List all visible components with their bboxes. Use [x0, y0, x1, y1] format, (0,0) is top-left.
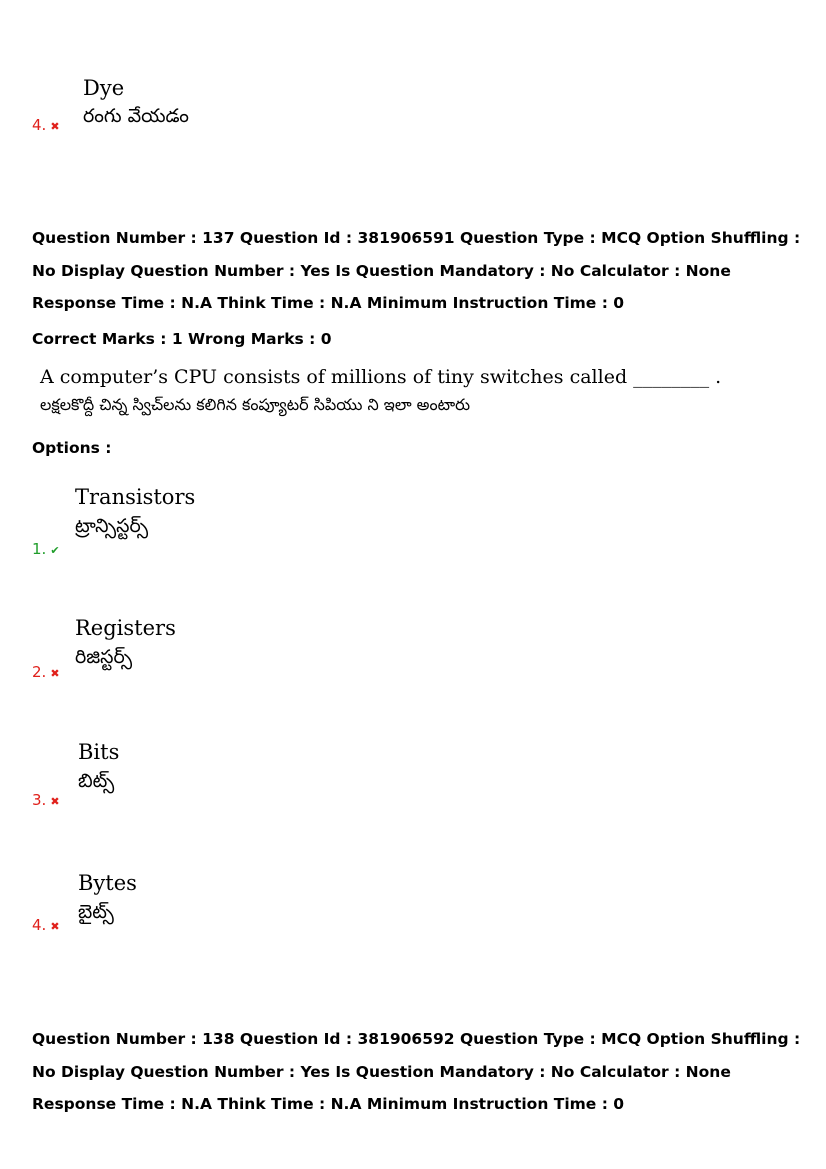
- question-137-text-en: A computer’s CPU consists of millions of tiny switches called ________ .: [40, 366, 722, 388]
- wrong-cross-icon: ✖: [50, 667, 60, 680]
- question-138-meta: Question Number : 138 Question Id : 381906592 Question Type : MCQ Option Shuffling : No Display Question Number : Yes Is Question Mandatory : No Calculator : None Response Time : N.A Think Time : N.A Minimum Instruction Time : 0: [32, 1030, 801, 1113]
- option-number-label: 4.: [32, 116, 47, 134]
- option-4-te: రంగు వేయడం: [83, 105, 189, 127]
- wrong-cross-icon: ✖: [50, 920, 60, 933]
- option-4-number: [32, 916, 60, 934]
- option-4-number: [32, 116, 60, 134]
- wrong-cross-icon: ✖: [50, 795, 60, 808]
- option-1-number: [32, 540, 60, 558]
- option-4-te: బైట్స్: [78, 901, 114, 923]
- wrong-cross-icon: ✖: [50, 120, 60, 133]
- question-137-meta: Question Number : 137 Question Id : 381906591 Question Type : MCQ Option Shuffling : No Display Question Number : Yes Is Question Mandatory : No Calculator : None Response Time : N.A Think Time : N.A Minimum Instruction Time : 0: [32, 229, 801, 312]
- option-4-en: Dye: [83, 76, 125, 100]
- options-label: Options :: [32, 439, 112, 457]
- option-number-label: 4.: [32, 916, 47, 934]
- option-3-en: Bits: [78, 740, 120, 764]
- option-2-te: రిజిస్టర్స్: [75, 646, 133, 668]
- option-2-en: Registers: [75, 616, 176, 640]
- option-number-label: 2.: [32, 663, 47, 681]
- question-137-text-te: లక్షలకొద్దీ చిన్న స్విచ్‌లను కలిగిన కంప్యూటర్ సిపియు ని ఇలా అంటారు: [40, 395, 471, 414]
- option-2-number: [32, 663, 60, 681]
- option-number-label: 1.: [32, 540, 47, 558]
- question-137-marks: Correct Marks : 1 Wrong Marks : 0: [32, 330, 332, 348]
- option-4-en: Bytes: [78, 871, 137, 895]
- option-1-en: Transistors: [75, 485, 196, 509]
- option-3-te: బిట్స్: [78, 770, 115, 792]
- option-number-label: 3.: [32, 791, 47, 809]
- option-3-number: [32, 791, 60, 809]
- correct-check-icon: ✔: [50, 544, 60, 557]
- option-1-te: ట్రాన్సిస్టర్స్: [75, 515, 149, 537]
